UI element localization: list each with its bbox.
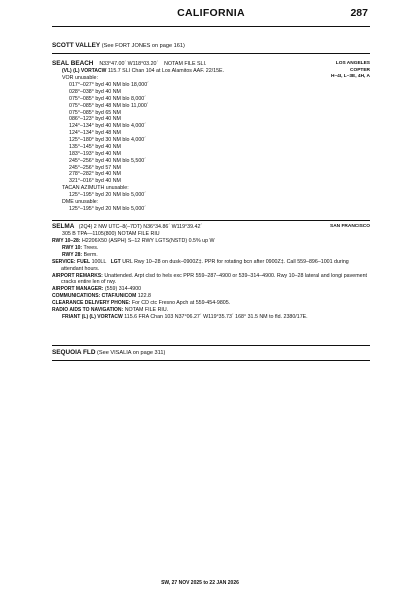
runway-end-text: Berm. xyxy=(83,251,98,258)
list-item: 075°–085° byd 48 NM blo 11,000´ xyxy=(69,102,149,109)
clearance-delivery xyxy=(52,300,370,307)
fuel-text: 100LL xyxy=(91,258,107,265)
runway-text: H2206X50 (ASPH) S–12 RWY LGTS(NSTD) 0.5% up W xyxy=(81,238,215,245)
effective-dates-footer: SW, 27 NOV 2025 to 22 JAN 2026 xyxy=(161,580,239,586)
chart-region-line: COPTER xyxy=(350,67,370,73)
radio-aids-text: NOTAM FILE RIU. xyxy=(124,306,169,313)
page-number: 287 xyxy=(350,7,368,19)
list-item: 125°–195° byd 20 NM blo 5,000´ xyxy=(69,205,146,212)
service-label: SERVICE: xyxy=(52,258,76,265)
list-item: 245°–256° byd 40 NM blo 5,500´ xyxy=(69,157,146,164)
list-item: 124°–134° byd 48 NM xyxy=(69,130,121,137)
page-header xyxy=(52,6,370,27)
clearance-label: CLEARANCE DELIVERY PHONE: xyxy=(52,300,131,307)
airport-info: (2Q4) 2 NW UTC–8(–7DT) N36°34.86´ W119°39.42´ xyxy=(78,224,203,230)
communications-label: COMMUNICATIONS: CTAF/UNICOM xyxy=(52,293,137,300)
elevation-line: 305 B TPA—1105(800) NOTAM FILE RIU xyxy=(62,231,160,238)
xref-scott-valley xyxy=(52,42,370,54)
service-line xyxy=(52,259,370,273)
list-item: 278°–282° byd 40 NM xyxy=(69,171,121,178)
runway-end-label: RWY 10: xyxy=(62,245,83,252)
manager-phone: (559) 314-4900 xyxy=(104,286,142,293)
list-item: 017°–027° byd 40 NM blo 18,000´ xyxy=(69,82,149,89)
chart-region: SAN FRANCISCO xyxy=(330,224,370,229)
communications xyxy=(52,293,370,300)
chart-region-line: H–4I, L–3E, 4H, A xyxy=(330,74,370,80)
communications-freq: 122.8 xyxy=(137,293,151,300)
list-item: 086°–123° byd 40 NM xyxy=(69,116,121,123)
remarks-text: Unattended. Arpt clsd to hels exc PPR 559–287–4900 or 539–314–4900. Rwy 10–28 lateral and longi pavement cracks entire len of rwy. xyxy=(61,272,368,286)
airport-remarks xyxy=(52,273,370,287)
remarks-label: AIRPORT REMARKS: xyxy=(52,272,103,279)
xref-sequoia xyxy=(52,345,370,361)
radio-aids-label: RADIO AIDS TO NAVIGATION: xyxy=(52,306,124,313)
state-title: CALIFORNIA xyxy=(177,7,245,19)
tacan-unusable-label: TACAN AZIMUTH unusable: xyxy=(62,185,129,192)
vor-unusable-list xyxy=(52,82,370,185)
list-item: 183°–193° byd 40 NM xyxy=(69,150,121,157)
vortac-line xyxy=(52,68,370,75)
friant-text: 115.6 FRA Chan 103 N37°06.27´ W119°35.73´ 168° 31.5 NM to fld. 2380/17E. xyxy=(124,313,308,320)
entry-seal-beach xyxy=(52,60,370,213)
list-item: 124°–134° byd 40 NM blo 4,000´ xyxy=(69,123,146,130)
lighting-text: URL Rwy 10–28 on dusk–0900Z‡. PPR for rotating bcn after 0900Z‡. Call 559–896–1001 during attendant hours. xyxy=(61,258,349,272)
coordinates: N33°47.00´ W118°03.20´ xyxy=(99,61,159,67)
vortac-label: (VL) (L) VORTACW xyxy=(62,68,107,75)
airport-name: SELMA xyxy=(52,223,75,230)
chart-region-line: LOS ANGELES xyxy=(335,61,370,66)
list-item: 028°–038° byd 40 NM xyxy=(69,88,121,95)
airport-manager xyxy=(52,286,370,293)
runway-end-text: Trees. xyxy=(83,245,99,252)
entry-divider xyxy=(52,220,370,221)
list-item: 075°–085° byd 65 NM xyxy=(69,109,121,116)
notam-file: NOTAM FILE SLI. xyxy=(164,61,207,67)
xref-name: SCOTT VALLEY xyxy=(52,42,101,49)
xref-reference: (See VISALIA on page 311) xyxy=(97,350,166,356)
entry-heading xyxy=(52,223,370,231)
entry-heading xyxy=(52,60,370,68)
runway-end-label: RWY 28: xyxy=(62,251,83,258)
entry-selma xyxy=(52,223,370,321)
runway-line xyxy=(52,238,370,245)
runway-label: RWY 10–28: xyxy=(52,238,81,245)
xref-reference: (See FORT JONES on page 161) xyxy=(101,43,185,49)
clearance-text: For CD ctc Fresno Apch at 559-454-9805. xyxy=(131,300,231,307)
dme-unusable-label: DME unusable: xyxy=(62,198,99,205)
list-item: 321°–016° byd 40 NM xyxy=(69,178,121,185)
runway-end-line xyxy=(52,245,370,252)
airport-name: SEAL BEACH xyxy=(52,60,94,67)
fuel-label: FUEL xyxy=(77,258,91,265)
radio-aids xyxy=(52,307,370,314)
list-item: 125°–180° byd 30 NM blo 4,000´ xyxy=(69,137,146,144)
friant-vortac-line xyxy=(52,314,370,321)
lighting-label: LGT xyxy=(110,258,121,265)
list-item: 245°–256° byd 57 NM xyxy=(69,164,121,171)
vortac-text: 115.7 SLI Chan 104 at Los Alamitos AAF. 22/15E. xyxy=(107,68,225,75)
list-item: 135°–145° byd 40 NM xyxy=(69,143,121,150)
manager-label: AIRPORT MANAGER: xyxy=(52,286,104,293)
chart-region xyxy=(331,61,370,81)
friant-label: FRIANT (L) (L) VORTACW xyxy=(62,313,123,320)
runway-end-line xyxy=(52,252,370,259)
list-item: 075°–085° byd 40 NM blo 8,000´ xyxy=(69,95,146,102)
xref-name: SEQUOIA FLD xyxy=(52,349,96,356)
vor-unusable-label: VOR unusable: xyxy=(62,75,98,82)
list-item: 125°–195° byd 20 NM blo 5,000´ xyxy=(69,192,146,199)
